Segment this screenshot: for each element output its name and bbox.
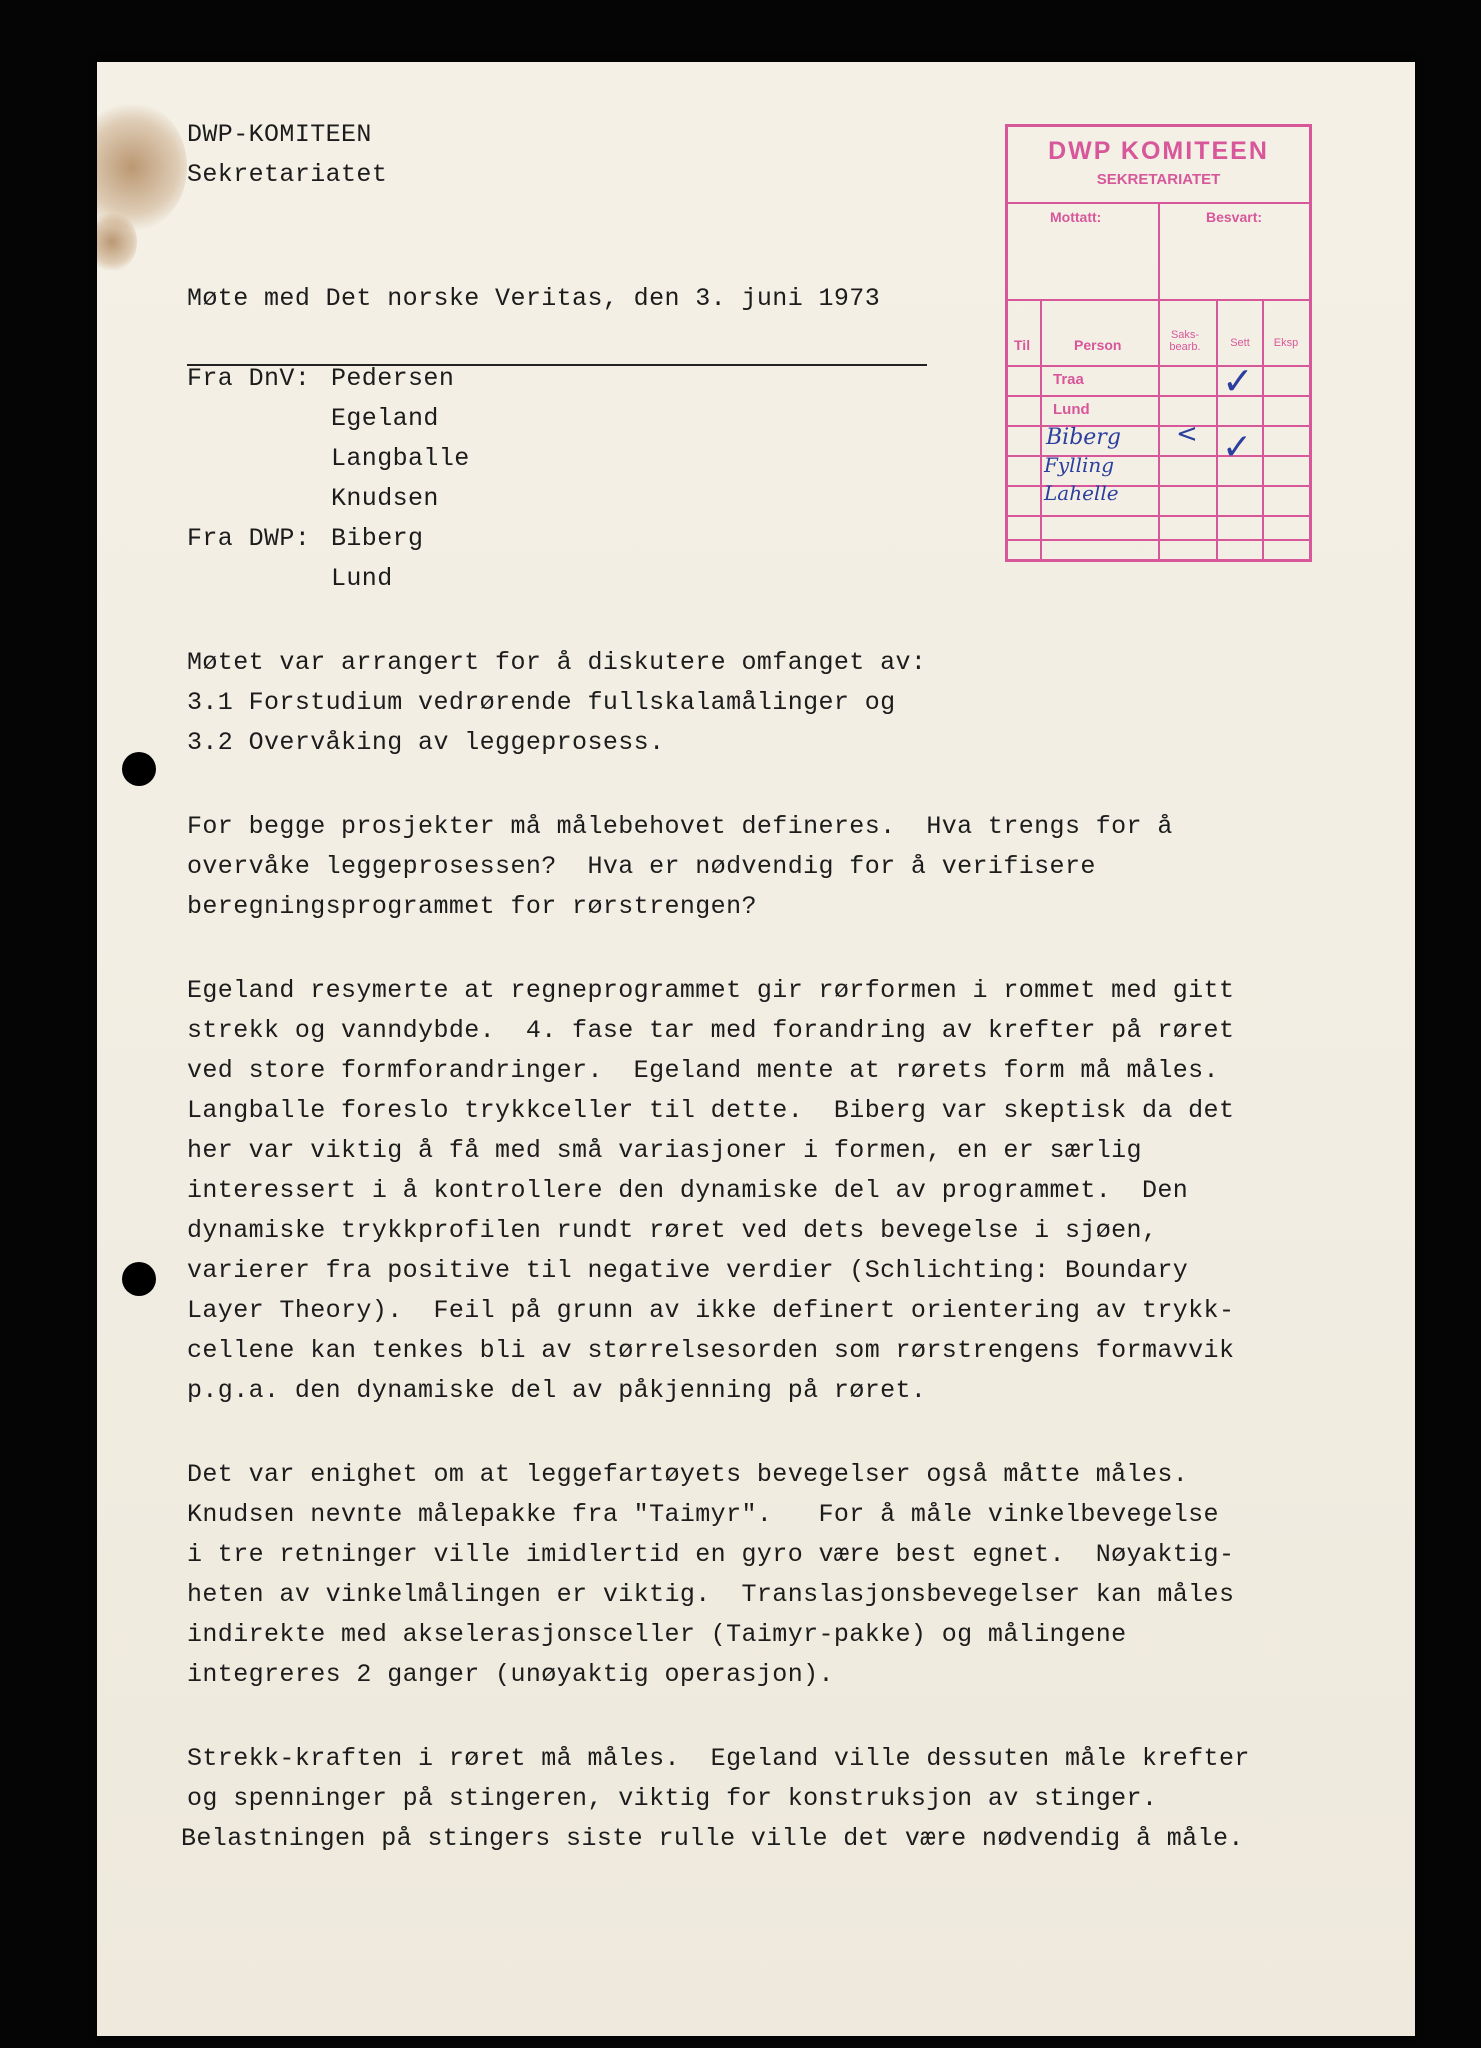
- handwritten-name: Fylling: [1044, 453, 1115, 477]
- body-line: indirekte med akselerasjonsceller (Taimyr-pakke) og målingene: [187, 1620, 1127, 1649]
- stamp-col-eksp: Eksp: [1273, 337, 1299, 349]
- body-line: i tre retninger ville imidlertid en gyro være best egnet. Nøyaktig-: [187, 1540, 1235, 1569]
- stamp-rule: [1262, 299, 1264, 562]
- body-line: Strekk-kraften i røret må måles. Egeland ville dessuten måle krefter: [187, 1744, 1250, 1773]
- document-title: Møte med Det norske Veritas, den 3. juni 1973: [187, 284, 881, 313]
- stamp-rule: [1008, 395, 1309, 397]
- dwp-label: Fra DWP:: [187, 524, 311, 553]
- dnv-attendee: Langballe: [331, 444, 470, 473]
- body-line: Egeland resymerte at regneprogrammet gir rørformen i rommet med gitt: [187, 976, 1235, 1005]
- dnv-attendee: Pedersen: [331, 364, 455, 393]
- body-line: og spenninger på stingeren, viktig for konstruksjon av stinger.: [187, 1784, 1158, 1813]
- stamp-col-til: Til: [1014, 337, 1031, 353]
- stamp-person: Lund: [1053, 401, 1090, 418]
- stamp-received-label: Mottatt:: [1050, 209, 1102, 225]
- punch-hole: [122, 752, 156, 786]
- dwp-attendee: Lund: [331, 564, 393, 593]
- body-line: Møtet var arrangert for å diskutere omfanget av:: [187, 648, 927, 677]
- handwritten-name: Lahelle: [1044, 481, 1119, 505]
- document-page: [97, 62, 1415, 2036]
- stamp-answered-label: Besvart:: [1206, 209, 1263, 225]
- body-line: her var viktig å få med små variasjoner i formen, en er særlig: [187, 1136, 1142, 1165]
- stamp-col-person: Person: [1074, 337, 1122, 353]
- body-line: p.g.a. den dynamiske del av påkjenning på røret.: [187, 1376, 927, 1405]
- body-line: ved store formforandringer. Egeland mente at rørets form må måles.: [187, 1056, 1219, 1085]
- handwritten-name: Biberg: [1046, 425, 1121, 450]
- body-line: beregningsprogrammet for rørstrengen?: [187, 892, 757, 921]
- dnv-attendee: Egeland: [331, 404, 439, 433]
- stamp-rule: [1158, 202, 1160, 300]
- dnv-attendee: Knudsen: [331, 484, 439, 513]
- handwritten-mark-icon: <: [1176, 419, 1198, 449]
- body-line: dynamiske trykkprofilen rundt røret ved dets bevegelse i sjøen,: [187, 1216, 1158, 1245]
- body-line: Det var enighet om at leggefartøyets bevegelser også måtte måles.: [187, 1460, 1189, 1489]
- stamp-rule: [1158, 299, 1160, 562]
- body-line: cellene kan tenkes bli av størrelsesorden som rørstrengens formavvik: [187, 1336, 1235, 1365]
- stamp-rule: [1008, 539, 1309, 541]
- initials-mark-icon: ✓: [1222, 359, 1254, 403]
- dwp-attendee: Biberg: [331, 524, 424, 553]
- stamp-col-sett: Sett: [1230, 337, 1250, 349]
- body-line: Langballe foreslo trykkceller til dette. Biberg var skeptisk da det: [187, 1096, 1235, 1125]
- body-line: Knudsen nevnte målepakke fra "Taimyr". For å måle vinkelbevegelse: [187, 1500, 1219, 1529]
- stamp-subtitle: SEKRETARIATET: [1096, 171, 1221, 188]
- body-line: 3.1 Forstudium vedrørende fullskalamålinger og: [187, 688, 896, 717]
- body-line: 3.2 Overvåking av leggeprosess.: [187, 728, 665, 757]
- received-stamp: [1005, 124, 1312, 562]
- stamp-rule: [1040, 299, 1042, 562]
- stamp-title: DWP KOMITEEN: [1048, 137, 1269, 165]
- stamp-rule: [1216, 299, 1218, 562]
- body-line: interessert i å kontrollere den dynamiske del av programmet. Den: [187, 1176, 1189, 1205]
- body-line: integreres 2 ganger (unøyaktig operasjon).: [187, 1660, 834, 1689]
- body-line: Layer Theory). Feil på grunn av ikke definert orientering av trykk-: [187, 1296, 1235, 1325]
- org-name: DWP-KOMITEEN: [187, 120, 372, 149]
- stamp-person: Traa: [1053, 371, 1084, 388]
- body-line: For begge prosjekter må målebehovet defineres. Hva trengs for å: [187, 812, 1173, 841]
- body-line: Belastningen på stingers siste rulle ville det være nødvendig å måle.: [181, 1824, 1244, 1853]
- checkmark-icon: ✓: [1222, 427, 1253, 468]
- dnv-label: Fra DnV:: [187, 364, 311, 393]
- body-line: varierer fra positive til negative verdier (Schlichting: Boundary: [187, 1256, 1189, 1285]
- punch-hole: [122, 1262, 156, 1296]
- body-line: heten av vinkelmålingen er viktig. Translasjonsbevegelser kan måles: [187, 1580, 1235, 1609]
- stamp-rule: [1008, 515, 1309, 517]
- department: Sekretariatet: [187, 160, 388, 189]
- body-line: strekk og vanndybde. 4. fase tar med forandring av krefter på røret: [187, 1016, 1235, 1045]
- stamp-rule: [1008, 365, 1309, 367]
- stamp-col-saks: Saks- bearb.: [1169, 329, 1201, 353]
- body-line: overvåke leggeprosessen? Hva er nødvendig for å verifisere: [187, 852, 1096, 881]
